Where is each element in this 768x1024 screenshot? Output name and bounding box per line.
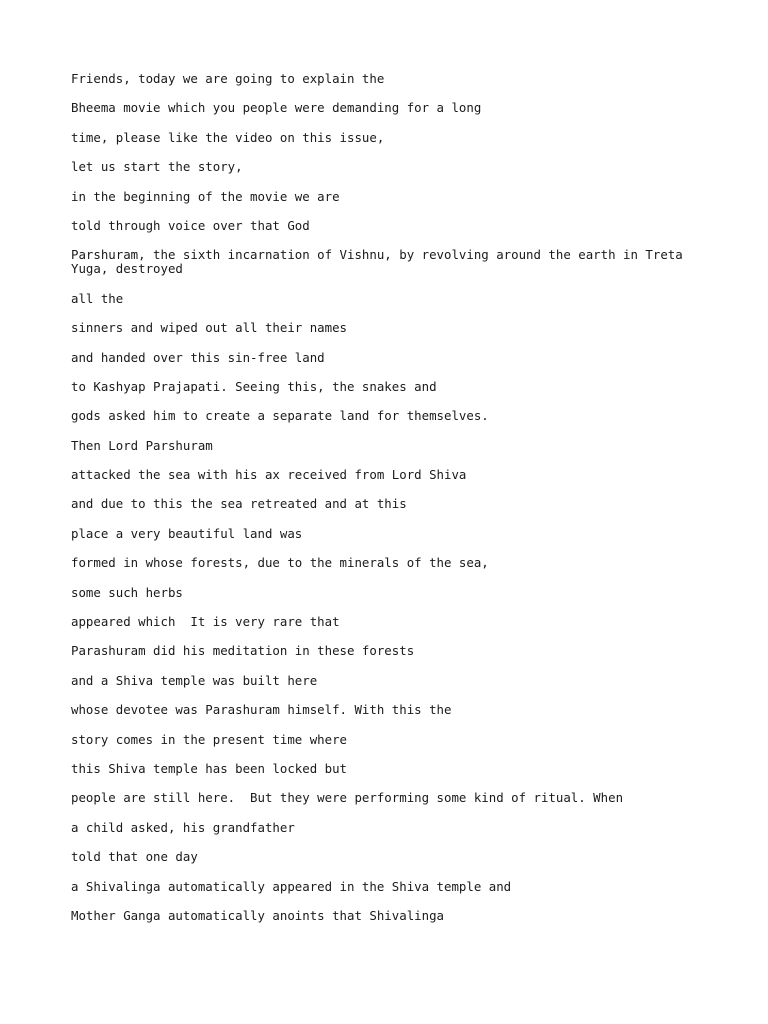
- text-line: all the: [71, 290, 124, 306]
- text-line: time, please like the video on this issue,: [71, 129, 385, 145]
- text-line: place a very beautiful land was: [71, 525, 303, 541]
- text-line: and due to this the sea retreated and at this: [71, 496, 407, 512]
- text-line: gods asked him to create a separate land for themselves.: [71, 408, 489, 424]
- text-line: Bheema movie which you people were demanding for a long: [71, 100, 482, 116]
- text-line: appeared which It is very rare that: [71, 614, 340, 630]
- text-line: Parshuram, the sixth incarnation of Vishnu, by revolving around the earth in Treta Yuga, destroyed: [71, 247, 691, 277]
- text-line: whose devotee was Parashuram himself. With this the: [71, 702, 452, 718]
- text-line: some such herbs: [71, 584, 183, 600]
- text-line: told through voice over that God: [71, 217, 310, 233]
- text-line: Friends, today we are going to explain the: [71, 71, 385, 86]
- text-line: let us start the story,: [71, 159, 243, 175]
- text-line: to Kashyap Prajapati. Seeing this, the snakes and: [71, 378, 437, 394]
- text-line: told that one day: [71, 849, 198, 865]
- text-line: and handed over this sin-free land: [71, 349, 325, 365]
- text-line: attacked the sea with his ax received from Lord Shiva: [71, 467, 467, 483]
- text-line: Mother Ganga automatically anoints that Shivalinga: [71, 907, 444, 923]
- text-line: Parashuram did his meditation in these forests: [71, 643, 415, 659]
- text-line: a Shivalinga automatically appeared in the Shiva temple and: [71, 878, 512, 894]
- text-line: story comes in the present time where: [71, 731, 348, 747]
- text-line: formed in whose forests, due to the minerals of the sea,: [71, 555, 489, 571]
- text-line: people are still here. But they were performing some kind of ritual. When: [71, 790, 624, 806]
- text-line: sinners and wiped out all their names: [71, 320, 348, 336]
- text-line: this Shiva temple has been locked but: [71, 760, 348, 776]
- text-line: and a Shiva temple was built here: [71, 672, 318, 688]
- text-line: in the beginning of the movie we are: [71, 188, 340, 204]
- document-text-block: [71, 72, 703, 938]
- text-line: a child asked, his grandfather: [71, 819, 295, 835]
- text-line: Then Lord Parshuram: [71, 437, 213, 453]
